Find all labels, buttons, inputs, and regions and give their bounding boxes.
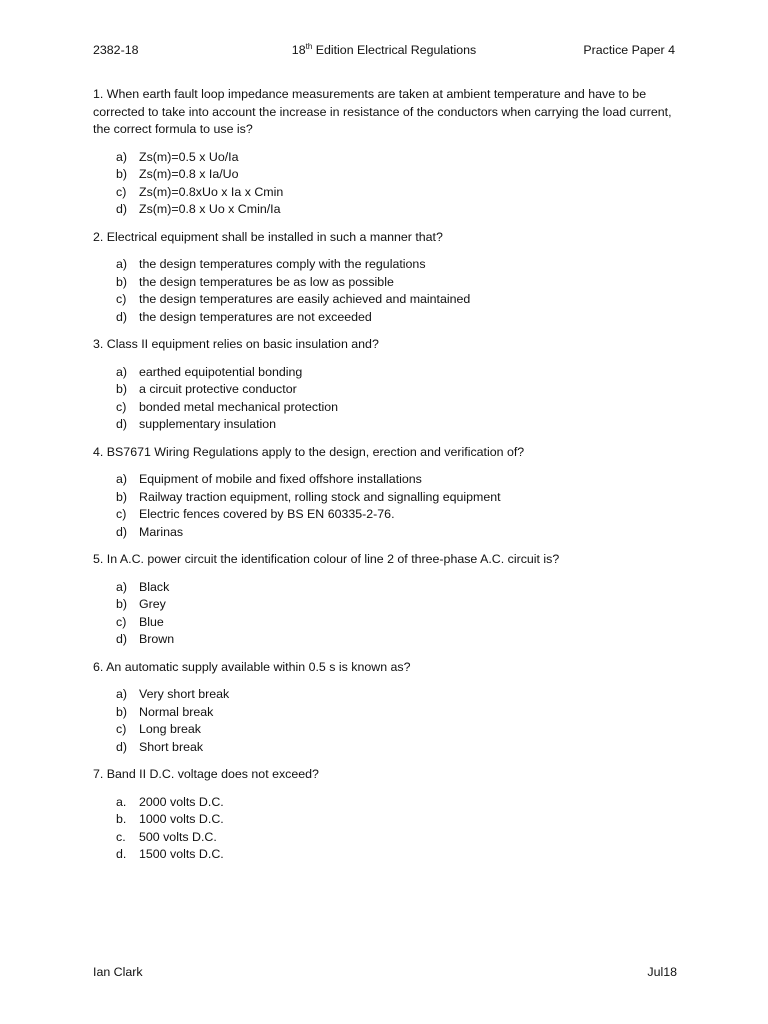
- answer-option: [93, 524, 683, 542]
- option-text: Zs(m)=0.8xUo x Ia x Cmin: [139, 184, 284, 199]
- option-letter: a): [116, 364, 128, 379]
- question-text: 2. Electrical equipment shall be installed in such a manner that?: [93, 229, 443, 244]
- answer-option: [93, 846, 683, 864]
- footer-date: Jul18: [647, 965, 677, 979]
- answer-option: [93, 364, 683, 382]
- answer-options: [93, 256, 683, 326]
- question-text: 1. When earth fault loop impedance measurements are taken at ambient temperature and have to be corrected to take into account the increase in resistance of the conductors when carrying the load current, the correct formula to use is?: [93, 87, 672, 136]
- option-text: Black: [139, 579, 170, 594]
- option-text: 1000 volts D.C.: [139, 812, 224, 826]
- option-text: Zs(m)=0.5 x Uo/Ia: [139, 149, 239, 164]
- option-text: Brown: [139, 632, 175, 646]
- answer-option: [93, 794, 683, 812]
- title-edition-suffix: th: [305, 41, 313, 51]
- page-footer: [93, 964, 677, 984]
- answer-option: [93, 506, 683, 524]
- answer-option: [93, 614, 683, 632]
- option-letter: b): [116, 489, 128, 504]
- title-text: Edition Electrical Regulations: [312, 43, 477, 57]
- question-text: 7. Band II D.C. voltage does not exceed?: [93, 767, 319, 781]
- option-letter: b): [116, 382, 128, 396]
- option-text: the design temperatures comply with the regulations: [139, 257, 426, 271]
- paper-label: Practice Paper 4: [583, 43, 675, 57]
- title-edition-number: 18: [291, 43, 306, 57]
- option-letter: b): [116, 274, 128, 289]
- option-letter: a.: [116, 794, 127, 809]
- option-text: Marinas: [139, 524, 184, 539]
- answer-option: [93, 471, 683, 489]
- option-text: Long break: [139, 722, 202, 736]
- question-text: 5. In A.C. power circuit the identification colour of line 2 of three-phase A.C. circuit is?: [93, 552, 560, 566]
- answer-option: [93, 184, 683, 202]
- option-letter: a): [116, 257, 128, 271]
- option-letter: c): [116, 722, 127, 736]
- option-text: Railway traction equipment, rolling stock and signalling equipment: [139, 489, 501, 504]
- question-text: 6. An automatic supply available within 0.5 s is known as?: [93, 659, 411, 674]
- answer-option: [93, 596, 683, 614]
- option-text: 2000 volts D.C.: [139, 794, 224, 809]
- option-text: the design temperatures are easily achieved and maintained: [139, 292, 471, 306]
- question-5: [93, 551, 683, 649]
- question-1: [93, 86, 683, 219]
- option-letter: b.: [116, 812, 127, 826]
- answer-options: [93, 471, 683, 541]
- option-text: the design temperatures are not exceeded: [139, 309, 372, 324]
- option-text: bonded metal mechanical protection: [139, 399, 339, 414]
- course-code: 2382-18: [93, 43, 139, 57]
- question-list: [93, 86, 683, 874]
- option-letter: c): [116, 399, 127, 414]
- option-letter: a): [116, 472, 128, 486]
- option-letter: c): [116, 507, 127, 521]
- option-letter: a): [116, 149, 128, 164]
- option-text: Very short break: [139, 687, 230, 701]
- answer-option: [93, 704, 683, 722]
- question-6: [93, 659, 683, 757]
- option-text: Normal break: [139, 704, 214, 719]
- option-text: the design temperatures be as low as possible: [139, 274, 394, 289]
- option-text: Electric fences covered by BS EN 60335-2-76.: [139, 507, 395, 521]
- answer-option: [93, 399, 683, 417]
- answer-option: [93, 416, 683, 434]
- option-letter: d): [116, 202, 128, 216]
- option-text: Equipment of mobile and fixed offshore installations: [139, 472, 422, 486]
- answer-option: [93, 489, 683, 507]
- option-text: Zs(m)=0.8 x Ia/Uo: [139, 167, 239, 181]
- question-text: 4. BS7671 Wiring Regulations apply to the design, erection and verification of?: [93, 444, 525, 459]
- option-letter: b): [116, 167, 128, 181]
- answer-option: [93, 829, 683, 847]
- option-text: Zs(m)=0.8 x Uo x Cmin/Ia: [139, 202, 281, 216]
- option-letter: a): [116, 579, 128, 594]
- option-letter: c): [116, 614, 127, 629]
- option-letter: d): [116, 417, 128, 431]
- footer-author: Ian Clark: [93, 965, 143, 979]
- answer-option: [93, 686, 683, 704]
- question-2: [93, 229, 683, 327]
- option-text: Short break: [139, 739, 204, 754]
- option-letter: d): [116, 524, 128, 539]
- answer-option: [93, 739, 683, 757]
- answer-option: [93, 201, 683, 219]
- option-text: Grey: [139, 597, 166, 611]
- option-text: supplementary insulation: [139, 417, 277, 431]
- answer-options: [93, 364, 683, 434]
- option-text: a circuit protective conductor: [139, 382, 297, 396]
- answer-options: [93, 686, 683, 756]
- question-3: [93, 336, 683, 434]
- answer-option: [93, 256, 683, 274]
- answer-option: [93, 579, 683, 597]
- question-4: [93, 444, 683, 542]
- page-header: [93, 42, 675, 62]
- answer-option: [93, 721, 683, 739]
- question-text: 3. Class II equipment relies on basic insulation and?: [93, 337, 379, 351]
- option-letter: c.: [116, 829, 126, 844]
- option-letter: d): [116, 739, 128, 754]
- answer-option: [93, 166, 683, 184]
- question-7: [93, 766, 683, 864]
- option-letter: d): [116, 632, 128, 646]
- answer-options: [93, 149, 683, 219]
- answer-options: [93, 794, 683, 864]
- option-letter: c): [116, 184, 127, 199]
- answer-option: [93, 381, 683, 399]
- answer-option: [93, 149, 683, 167]
- option-text: 500 volts D.C.: [139, 829, 217, 844]
- option-letter: a): [116, 687, 128, 701]
- option-letter: d.: [116, 847, 127, 861]
- option-letter: c): [116, 292, 127, 306]
- option-text: earthed equipotential bonding: [139, 364, 303, 379]
- answer-option: [93, 811, 683, 829]
- option-letter: b): [116, 704, 128, 719]
- answer-option: [93, 274, 683, 292]
- answer-options: [93, 579, 683, 649]
- option-text: 1500 volts D.C.: [139, 847, 224, 861]
- answer-option: [93, 631, 683, 649]
- option-letter: b): [116, 597, 128, 611]
- answer-option: [93, 309, 683, 327]
- answer-option: [93, 291, 683, 309]
- option-letter: d): [116, 309, 128, 324]
- option-text: Blue: [139, 614, 164, 629]
